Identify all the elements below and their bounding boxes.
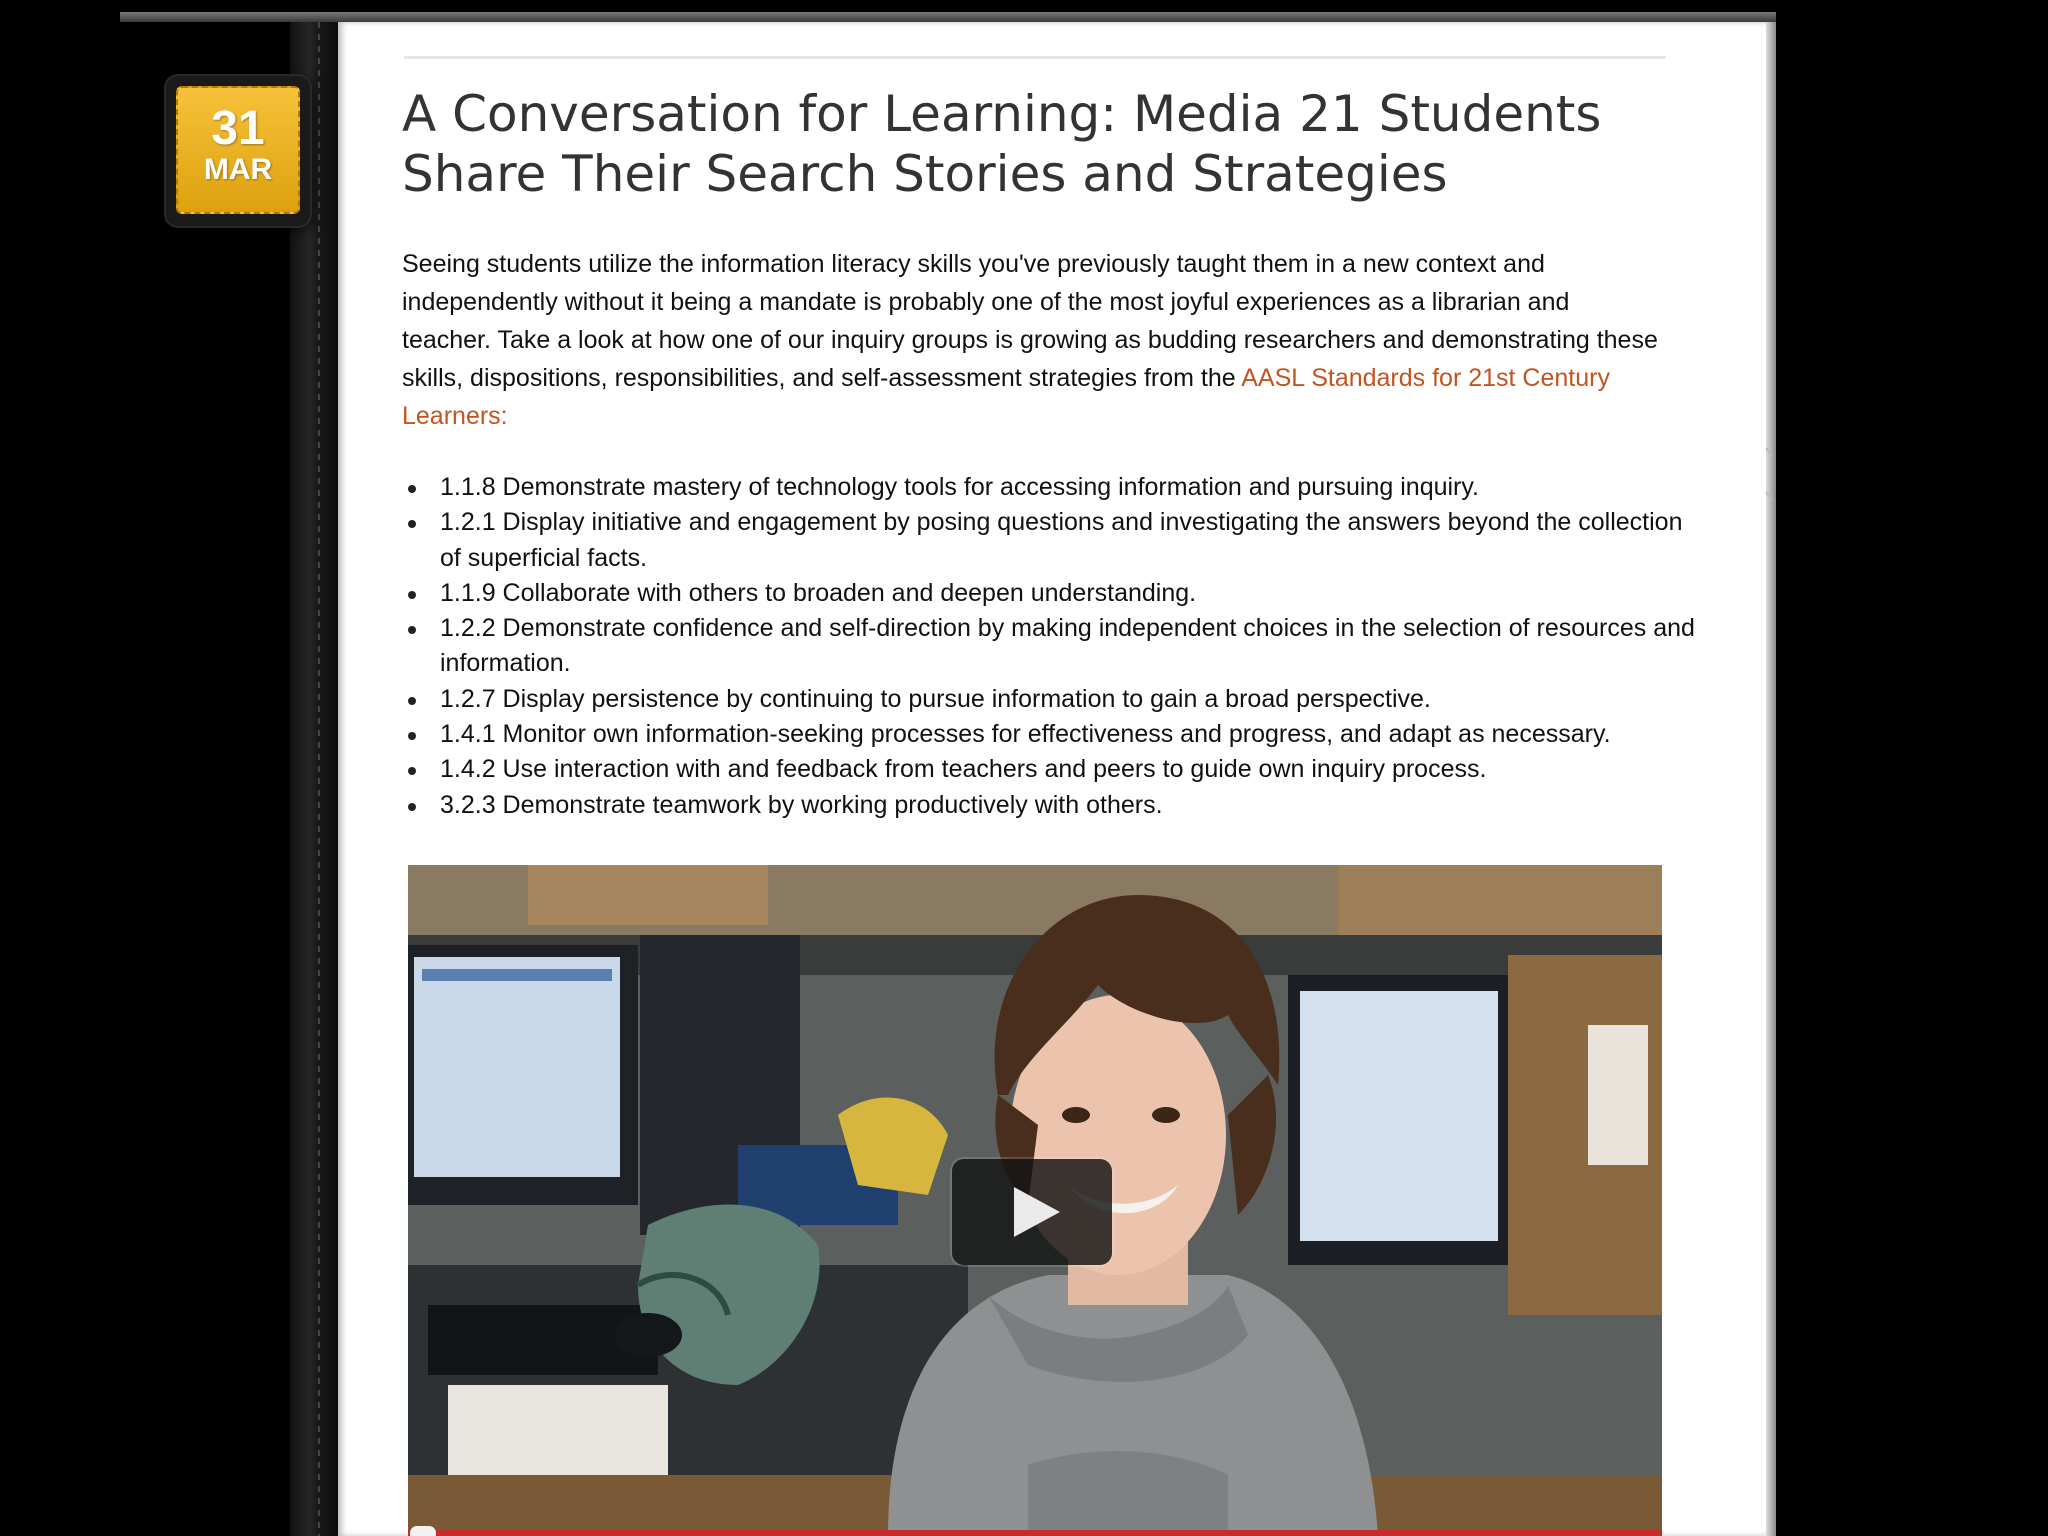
rail-divider: [318, 22, 320, 1536]
list-item: [402, 611, 1702, 682]
list-item: [402, 788, 1702, 823]
post-intro: [402, 245, 1662, 435]
bullet-icon: [408, 697, 416, 705]
date-badge: [166, 76, 310, 226]
post-title[interactable]: A Conversation for Learning: Media 21 Students Share Their Search Stories and Strategies: [402, 85, 1602, 203]
video-progress-bar[interactable]: [408, 1530, 1662, 1536]
bullet-icon: [408, 626, 416, 634]
date-badge-face: [176, 86, 300, 214]
play-icon: [952, 1159, 1112, 1265]
standards-list: [402, 470, 1702, 823]
video-scrubber-handle[interactable]: [410, 1526, 436, 1536]
list-item: [402, 470, 1702, 505]
standard-text: 1.1.8 Demonstrate mastery of technology tools for accessing information and pursuing inquiry.: [440, 473, 1479, 501]
video-player[interactable]: [408, 865, 1662, 1536]
date-month: MAR: [203, 153, 273, 186]
bullet-icon: [408, 732, 416, 740]
list-item: [402, 505, 1702, 576]
list-item: [402, 576, 1702, 611]
header-divider: [404, 56, 1666, 59]
bullet-icon: [408, 803, 416, 811]
list-item: [402, 717, 1702, 752]
standard-text: 1.2.2 Demonstrate confidence and self-direction by making independent choices in the selection of resources and information.: [440, 614, 1695, 678]
date-day: 31: [211, 102, 265, 155]
aasl-standards-link[interactable]: AASL Standards for 21st Century Learners:: [402, 364, 1610, 430]
panel-right-edge: [1766, 22, 1776, 1536]
standard-text: 1.1.9 Collaborate with others to broaden and deepen understanding.: [440, 578, 1197, 607]
play-button[interactable]: [952, 1159, 1112, 1265]
resize-cursor-icon: [1764, 444, 1774, 504]
left-rail: [290, 22, 338, 1536]
post-intro-text: Seeing students utilize the information literacy skills you've previously taught them in a new context and independently without it being a mandate is probably one of the most joyful experiences as a librarian and teacher. Take a look at how one of our inquiry groups is growing as budding researchers and demonstrating these skills, dispositions, responsibilities, and self-assessment strategies from the: [402, 250, 1658, 392]
bullet-icon: [408, 520, 416, 528]
bullet-icon: [408, 591, 416, 599]
standard-text: 1.2.7 Display persistence by continuing to pursue information to gain a broad perspective.: [440, 684, 1431, 713]
bullet-icon: [408, 485, 416, 493]
window-top-bar: [120, 12, 1776, 22]
bullet-icon: [408, 767, 416, 775]
standard-text: 1.4.1 Monitor own information-seeking processes for effectiveness and progress, and adapt as necessary.: [440, 720, 1611, 749]
standard-text: 3.2.3 Demonstrate teamwork by working productively with others.: [440, 790, 1163, 819]
standard-text: 1.4.2 Use interaction with and feedback from teachers and peers to guide own inquiry process.: [440, 755, 1487, 784]
standard-text: 1.2.1 Display initiative and engagement by posing questions and investigating the answers beyond the collection of superficial facts.: [440, 508, 1683, 572]
list-item: [402, 682, 1702, 717]
list-item: [402, 752, 1702, 787]
